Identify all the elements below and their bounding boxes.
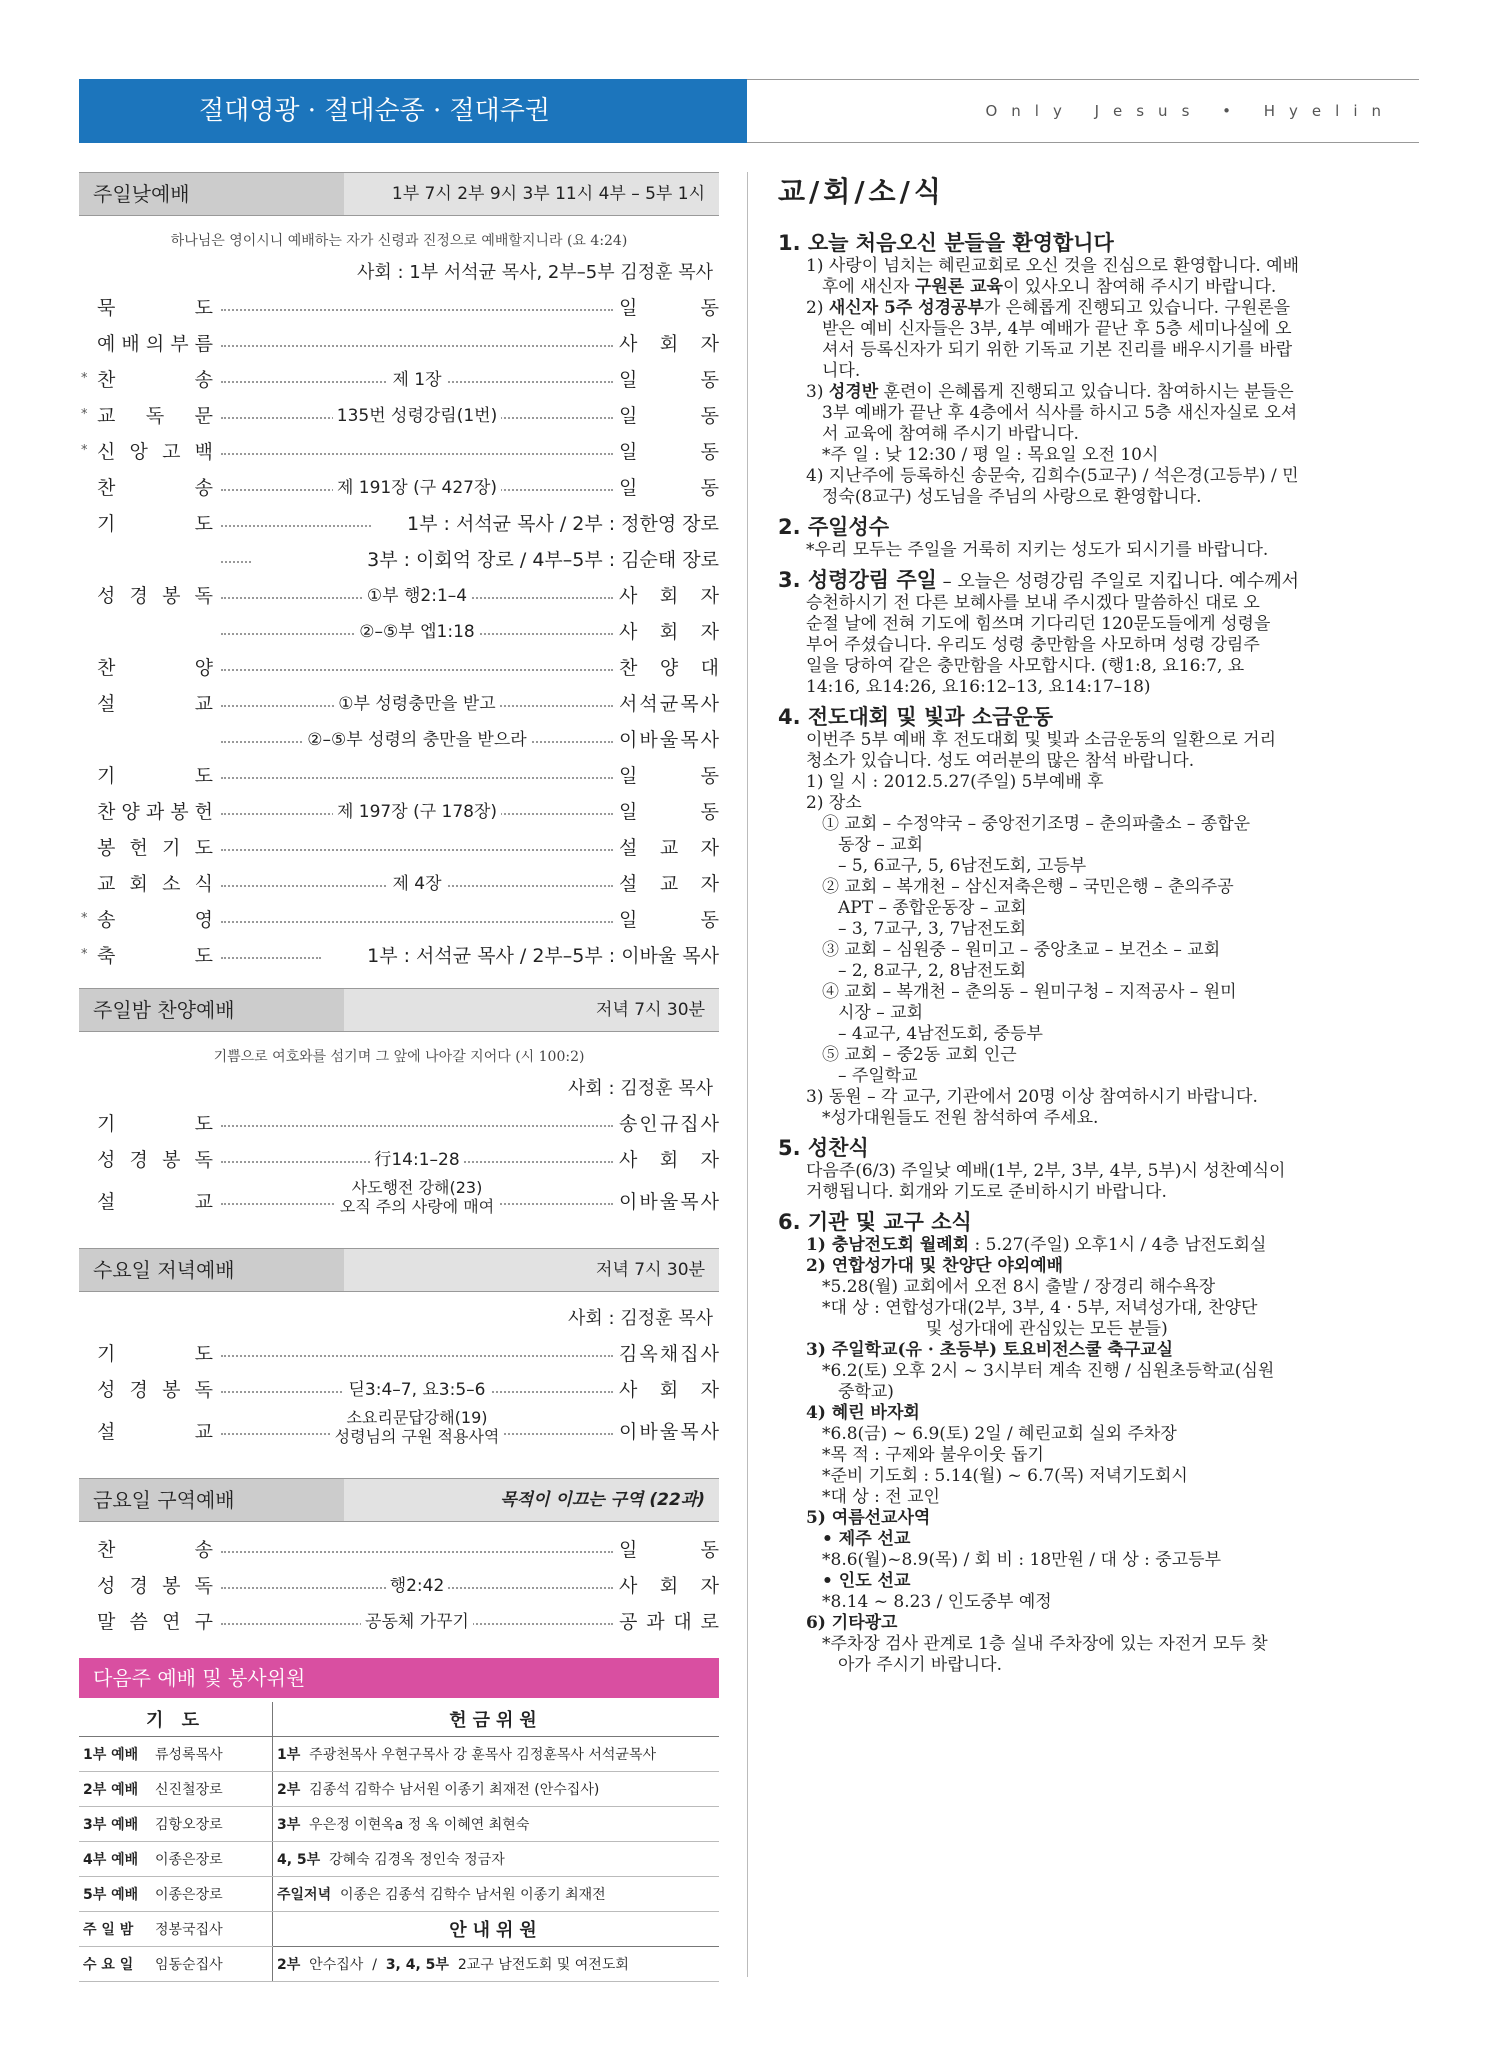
news-subheading: 3) 주일학교(유 · 초등부) 토요비전스쿨 축구교실 <box>806 1340 1174 1360</box>
route-line: ① 교회 – 수정약국 – 중앙전기조명 – 춘의파출소 – 종합운 <box>822 814 1251 834</box>
news-line: 14:16, 요14:26, 요16:12–13, 요14:17–18) <box>806 677 1151 697</box>
order-item-person: 일 동 <box>619 477 719 499</box>
prayer-cell: 5부 예배 이종은장로 <box>79 1877 273 1912</box>
news-line: 니다. <box>822 361 861 381</box>
usher-header: 안내위원 <box>273 1912 720 1947</box>
order-item-person: 공 과 대 로 <box>619 1611 719 1633</box>
order-item-detail: ②–⑤부 엡1:18 <box>221 614 613 650</box>
order-item-person: 사 회 자 <box>619 621 719 643</box>
news-subheading: • 제주 선교 <box>822 1529 911 1549</box>
order-row <box>79 1532 719 1568</box>
offering-cell: 4, 5부 강혜숙 김경옥 정인숙 정금자 <box>273 1842 720 1877</box>
order-item-person: 설 교 자 <box>619 837 719 859</box>
dot-leader <box>221 669 613 671</box>
presider: 사회 : 김정훈 목사 <box>568 1308 713 1329</box>
bible-verse: 하나님은 영이시니 예배하는 자가 신령과 진정으로 예배할지니라 (요 4:24) <box>170 233 628 249</box>
route-line: – 3, 7교구, 3, 7남전도회 <box>838 919 1027 939</box>
order-item-person: 3부 : 이회억 장로 / 4부–5부 : 김순태 장로 <box>363 542 719 578</box>
route-line: ⑤ 교회 – 중2동 교회 인근 <box>822 1045 1017 1065</box>
route-line: – 2, 8교구, 2, 8남전도회 <box>838 961 1027 981</box>
order-item-person: 일 동 <box>619 441 719 463</box>
stand-mark: * <box>81 911 88 926</box>
order-item-person: 이 바 울 목 사 <box>619 1191 719 1213</box>
news-heading: 3. 성령강림 주일 – 오늘은 성령강림 주일로 지킵니다. 예수께서 <box>778 568 1299 592</box>
news-line: 1) 사랑이 넘치는 혜린교회로 오신 것을 진심으로 환영합니다. 예배 <box>806 256 1300 276</box>
friday-bar <box>79 1478 719 1522</box>
prayer-cell: 4부 예배 이종은장로 <box>79 1842 273 1877</box>
order-item-person: 일 동 <box>619 297 719 319</box>
order-item-detail: ①부 행2:1–4 <box>221 578 613 614</box>
sunday-morning-bar <box>79 172 719 216</box>
order-item-person: 1부 : 서석균 목사 / 2부–5부 : 이바울 목사 <box>363 938 719 974</box>
order-row <box>79 578 719 614</box>
order-row <box>79 686 719 722</box>
order-item-person: 일 동 <box>619 405 719 427</box>
section-title: 수요일 저녁예배 <box>79 1249 344 1291</box>
order-row <box>79 326 719 362</box>
order-item-name: 성 경 봉 독 <box>97 1575 213 1597</box>
english-text: Only Jesus • Hyelin <box>985 102 1395 120</box>
order-row <box>79 506 719 542</box>
english-banner <box>747 79 1419 143</box>
dot-leader <box>221 1551 613 1553</box>
route-line: – 4교구, 4남전도회, 중등부 <box>838 1024 1043 1044</box>
order-row <box>79 1568 719 1604</box>
section-title: 금요일 구역예배 <box>79 1479 344 1521</box>
order-item-name: 교 회 소 식 <box>97 873 213 895</box>
news-subheading: 5) 여름선교사역 <box>806 1508 931 1528</box>
news-line: *대 상 : 연합성가대(2부, 3부, 4 · 5부, 저녁성가대, 찬양단 <box>822 1298 1258 1318</box>
next-week-bar: 다음주 예배 및 봉사위원 <box>79 1658 719 1698</box>
news-heading: 2. 주일성수 <box>778 515 890 539</box>
order-item-name: 말 씀 연 구 <box>97 1611 213 1633</box>
offering-cell: 주일저녁 이종은 김종석 김학수 남서원 이종기 최재전 <box>273 1877 720 1912</box>
order-row <box>79 722 719 758</box>
column-divider <box>747 172 748 1977</box>
news-line: *8.6(월)~8.9(목) / 회 비 : 18만원 / 대 상 : 중고등부 <box>822 1550 1221 1570</box>
order-row <box>79 1106 719 1142</box>
dot-leader <box>221 849 613 851</box>
news-subheading: 2) 연합성가대 및 찬양단 야외예배 <box>806 1256 1064 1276</box>
order-item-name: 기 도 <box>97 1113 213 1135</box>
order-item-name: 설 교 <box>97 693 213 715</box>
news-line: 아가 주시기 바랍니다. <box>838 1655 1003 1675</box>
friday-order <box>79 1532 719 1640</box>
offering-header: 헌금위원 <box>273 1702 720 1737</box>
slogan-banner <box>79 79 747 143</box>
order-item-detail: 135번 성령강림(1번) <box>221 398 613 434</box>
order-item-detail: 제 191장 (구 427장) <box>221 470 613 506</box>
news-line: 순절 날에 전혀 기도에 힘쓰며 기다리던 120문도들에게 성령을 <box>806 614 1271 634</box>
order-item-name: 기 도 <box>97 1343 213 1365</box>
order-item-name: 성 경 봉 독 <box>97 1379 213 1401</box>
order-row <box>79 434 719 470</box>
news-line: *5.28(월) 교회에서 오전 8시 출발 / 장경리 해수욕장 <box>822 1277 1216 1297</box>
order-row <box>79 290 719 326</box>
order-item-person: 송 인 규 집 사 <box>619 1113 719 1135</box>
news-line: 3) 동원 – 각 교구, 기관에서 20명 이상 참여하시기 바랍니다. <box>806 1087 1258 1107</box>
sunday-evening-bar <box>79 988 719 1032</box>
stand-mark: * <box>81 443 88 458</box>
dot-leader <box>221 777 613 779</box>
news-line: 셔서 등록신자가 되기 위한 기독교 기본 진리를 배우시기를 바랍 <box>822 340 1293 360</box>
order-row <box>79 1604 719 1640</box>
order-row <box>79 1178 719 1226</box>
news-line: 이번주 5부 예배 후 전도대회 및 빛과 소금운동의 일환으로 거리 <box>806 730 1276 750</box>
news-line: 4) 지난주에 등록하신 송문숙, 김희수(5교구) / 석은경(고등부) / 민 <box>806 466 1299 486</box>
bible-verse: 기쁨으로 여호와를 섬기며 그 앞에 나아갈 지어다 (시 100:2) <box>213 1049 585 1065</box>
news-line: *8.14 ~ 8.23 / 인도중부 예정 <box>822 1592 1052 1612</box>
news-line: *대 상 : 전 교인 <box>822 1487 940 1507</box>
order-item-person: 1부 : 서석균 목사 / 2부 : 정한영 장로 <box>403 506 719 542</box>
dot-leader <box>221 957 321 959</box>
order-item-person: 사 회 자 <box>619 1575 719 1597</box>
dot-leader <box>221 453 613 455</box>
news-heading: 6. 기관 및 교구 소식 <box>778 1210 972 1234</box>
offering-cell: 3부 우은정 이현옥a 정 옥 이혜연 최현숙 <box>273 1807 720 1842</box>
order-item-name: 신 앙 고 백 <box>97 441 213 463</box>
route-line: ④ 교회 – 복개천 – 춘의동 – 원미구청 – 지적공사 – 원미 <box>822 982 1237 1002</box>
news-heading: 5. 성찬식 <box>778 1136 869 1160</box>
prayer-cell: 3부 예배 김항오장로 <box>79 1807 273 1842</box>
order-item-name: 기 도 <box>97 513 213 535</box>
news-line: 후에 새신자 구원론 교육이 있사오니 참여해 주시기 바랍니다. <box>822 277 1277 297</box>
order-row <box>79 614 719 650</box>
order-item-name: 교 독 문 <box>97 405 213 427</box>
news-line: 승천하시기 전 다른 보혜사를 보내 주시겠다 말씀하신 대로 오 <box>806 593 1260 613</box>
dot-leader <box>221 525 371 527</box>
order-item-person: 이 바 울 목 사 <box>619 1421 719 1443</box>
news-line: 부어 주셨습니다. 우리도 성령 충만함을 사모하며 성령 강림주 <box>806 635 1260 655</box>
order-row <box>79 866 719 902</box>
next-week-table <box>79 1702 719 1982</box>
news-line: 3) 성경반 훈련이 은혜롭게 진행되고 있습니다. 참여하시는 분들은 <box>806 382 1294 402</box>
news-line: *6.8(금) ~ 6.9(토) 2일 / 혜린교회 실외 주차장 <box>822 1424 1177 1444</box>
stand-mark: * <box>81 371 88 386</box>
news-line: 서 교육에 참여해 주시기 바랍니다. <box>822 424 1079 444</box>
order-row <box>79 362 719 398</box>
prayer-cell: 1부 예배 류성록목사 <box>79 1737 273 1772</box>
wednesday-order <box>79 1336 719 1456</box>
order-item-name: 성 경 봉 독 <box>97 585 213 607</box>
prayer-cell: 2부 예배 신진철장로 <box>79 1772 273 1807</box>
order-item-person: 서 석 균 목 사 <box>619 693 719 715</box>
news-line: *우리 모두는 주일을 거룩히 지키는 성도가 되시기를 바랍니다. <box>806 540 1269 560</box>
section-subtitle: 목적이 이끄는 구역 (22과) <box>500 1490 705 1510</box>
news-subheading: • 인도 선교 <box>822 1571 911 1591</box>
order-item-detail: 소요리문답강해(19) 성령님의 구원 적용사역 <box>221 1408 613 1446</box>
section-title: 주일낮예배 <box>79 173 344 215</box>
order-row <box>79 758 719 794</box>
news-line: *성가대원들도 전원 참석하여 주세요. <box>822 1108 1099 1128</box>
order-item-name: 찬 양 <box>97 657 213 679</box>
section-title: 주일밤 찬양예배 <box>79 989 344 1031</box>
news-line: 일을 당하여 같은 충만함을 사모합시다. (행1:8, 요16:7, 요 <box>806 656 1245 676</box>
order-item-name: 찬 송 <box>97 1539 213 1561</box>
news-line: *주차장 검사 관계로 1층 실내 주차장에 있는 자전거 모두 찾 <box>822 1634 1268 1654</box>
news-line: 2) 새신자 5주 성경공부가 은혜롭게 진행되고 있습니다. 구원론을 <box>806 298 1291 318</box>
news-line: 및 성가대에 관심있는 모든 분들) <box>926 1319 1168 1339</box>
dot-leader <box>221 921 613 923</box>
order-item-detail: 제 1장 <box>221 362 613 398</box>
prayer-cell: 주 일 밤 정봉국집사 <box>79 1912 273 1947</box>
order-row <box>79 1408 719 1456</box>
order-item-detail: 사도행전 강해(23) 오직 주의 사랑에 매여 <box>221 1178 613 1216</box>
section-time: 저녁 7시 30분 <box>596 1000 705 1020</box>
order-item-detail: 제 4장 <box>221 866 613 902</box>
section-time: 1부 7시 2부 9시 3부 11시 4부 – 5부 1시 <box>391 184 705 204</box>
dot-leader <box>221 345 613 347</box>
news-line: 1) 충남전도회 월례회 : 5.27(주일) 오후1시 / 4층 남전도회실 <box>806 1235 1267 1255</box>
news-title: 교/회/소/식 <box>778 175 945 208</box>
news-line: *목 적 : 구제와 불우이웃 돕기 <box>822 1445 1044 1465</box>
order-row <box>79 470 719 506</box>
prayer-cell: 수 요 일 임동순집사 <box>79 1947 273 1982</box>
order-item-name: 설 교 <box>97 1191 213 1213</box>
order-row <box>79 398 719 434</box>
wednesday-bar <box>79 1248 719 1292</box>
order-item-detail: 딛3:4–7, 요3:5–6 <box>221 1372 613 1408</box>
order-item-name: 축 도 <box>97 945 213 967</box>
route-line: ③ 교회 – 심원중 – 원미고 – 중앙초교 – 보건소 – 교회 <box>822 940 1221 960</box>
news-line: 중학교) <box>838 1382 894 1402</box>
route-line: 동장 – 교회 <box>838 835 923 855</box>
order-item-person: 이 바 울 목 사 <box>619 729 719 751</box>
worship-order-column <box>79 172 719 1982</box>
order-item-name: 설 교 <box>97 1421 213 1443</box>
dot-leader <box>221 1125 613 1127</box>
order-item-person: 김 옥 채 집 사 <box>619 1343 719 1365</box>
news-subheading: 4) 혜린 바자회 <box>806 1403 920 1423</box>
order-item-name: 찬 양 과 봉 헌 <box>97 801 213 823</box>
slogan-text: 절대영광 · 절대순종 · 절대주권 <box>199 96 550 126</box>
sunday-morning-order <box>79 290 719 974</box>
order-item-detail: 제 197장 (구 178장) <box>221 794 613 830</box>
news-line: 3부 예배가 끝난 후 4층에서 식사를 하시고 5층 새신자실로 오셔 <box>822 403 1298 423</box>
news-line: 다음주(6/3) 주일낮 예배(1부, 2부, 3부, 4부, 5부)시 성찬예식이 <box>806 1161 1286 1181</box>
news-line: 정숙(8교구) 성도님을 주님의 사랑으로 환영합니다. <box>822 487 1202 507</box>
order-row <box>79 1142 719 1178</box>
route-line: 시장 – 교회 <box>838 1003 923 1023</box>
order-item-name: 묵 도 <box>97 297 213 319</box>
news-line: *주 일 : 낮 12:30 / 평 일 : 목요일 오전 10시 <box>822 445 1159 465</box>
order-item-name: 봉 헌 기 도 <box>97 837 213 859</box>
route-line: ② 교회 – 복개천 – 삼신저축은행 – 국민은행 – 춘의주공 <box>822 877 1234 897</box>
dot-leader <box>221 1355 613 1357</box>
news-line: 2) 장소 <box>806 793 862 813</box>
usher-cell: 2부 안수집사 / 3, 4, 5부 2교구 남전도회 및 여전도회 <box>273 1947 720 1982</box>
order-item-detail: 행2:42 <box>221 1568 613 1604</box>
order-row <box>79 1372 719 1408</box>
news-heading: 4. 전도대회 및 빛과 소금운동 <box>778 705 1053 729</box>
presider: 사회 : 김정훈 목사 <box>568 1078 713 1099</box>
order-item-person: 일 동 <box>619 909 719 931</box>
stand-mark: * <box>81 407 88 422</box>
sunday-evening-order <box>79 1106 719 1226</box>
order-item-person: 사 회 자 <box>619 585 719 607</box>
order-item-name: 예 배 의 부 름 <box>97 333 213 355</box>
church-news-column <box>778 172 1418 1676</box>
dot-leader <box>221 561 251 563</box>
news-line: 1) 일 시 : 2012.5.27(주일) 5부예배 후 <box>806 772 1104 792</box>
news-subheading: 6) 기타광고 <box>806 1613 898 1633</box>
order-item-person: 일 동 <box>619 765 719 787</box>
order-item-name: 송 영 <box>97 909 213 931</box>
route-line: – 5, 6교구, 5, 6남전도회, 고등부 <box>838 856 1087 876</box>
stand-mark: * <box>81 947 88 962</box>
offering-cell: 1부 주광천목사 우현구목사 강 훈목사 김정훈목사 서석균목사 <box>273 1737 720 1772</box>
order-item-person: 사 회 자 <box>619 1149 719 1171</box>
order-row <box>79 830 719 866</box>
presider: 사회 : 1부 서석균 목사, 2부–5부 김정훈 목사 <box>356 262 713 283</box>
offering-cell: 2부 김종석 김학수 남서원 이종기 최재전 (안수집사) <box>273 1772 720 1807</box>
news-line: 청소가 있습니다. 성도 여러분의 많은 참석 바랍니다. <box>806 751 1195 771</box>
news-line: *준비 기도회 : 5.14(월) ~ 6.7(목) 저녁기도회시 <box>822 1466 1188 1486</box>
news-line: *6.2(토) 오후 2시 ~ 3시부터 계속 진행 / 심원초등학교(심원 <box>822 1361 1275 1381</box>
news-heading: 1. 오늘 처음오신 분들을 환영합니다 <box>778 231 1114 255</box>
route-line: – 주일학교 <box>838 1066 918 1086</box>
order-item-name: 성 경 봉 독 <box>97 1149 213 1171</box>
order-item-detail: 공동체 가꾸기 <box>221 1604 613 1640</box>
order-row <box>79 938 719 974</box>
order-item-detail: 行14:1–28 <box>221 1142 613 1178</box>
page-header <box>79 79 1419 143</box>
order-item-person: 일 동 <box>619 369 719 391</box>
order-item-detail: ①부 성령충만을 받고 <box>221 686 613 722</box>
order-item-name: 찬 송 <box>97 477 213 499</box>
order-item-detail: ②–⑤부 성령의 충만을 받으라 <box>221 722 613 758</box>
section-time: 저녁 7시 30분 <box>596 1260 705 1280</box>
order-row <box>79 794 719 830</box>
dot-leader <box>221 309 613 311</box>
order-row <box>79 902 719 938</box>
order-item-person: 사 회 자 <box>619 333 719 355</box>
order-row <box>79 542 719 578</box>
news-line: 받은 예비 신자들은 3부, 4부 예배가 끝난 후 5층 세미나실에 오 <box>822 319 1292 339</box>
route-line: APT – 종합운동장 – 교회 <box>838 898 1027 918</box>
order-item-person: 일 동 <box>619 801 719 823</box>
news-line: 거행됩니다. 회개와 기도로 준비하시기 바랍니다. <box>806 1182 1167 1202</box>
order-item-name: 찬 송 <box>97 369 213 391</box>
order-item-person: 일 동 <box>619 1539 719 1561</box>
prayer-header: 기 도 <box>79 1702 273 1737</box>
order-item-person: 설 교 자 <box>619 873 719 895</box>
order-item-name: 기 도 <box>97 765 213 787</box>
order-row <box>79 1336 719 1372</box>
order-item-person: 사 회 자 <box>619 1379 719 1401</box>
order-row <box>79 650 719 686</box>
order-item-person: 찬 양 대 <box>619 657 719 679</box>
